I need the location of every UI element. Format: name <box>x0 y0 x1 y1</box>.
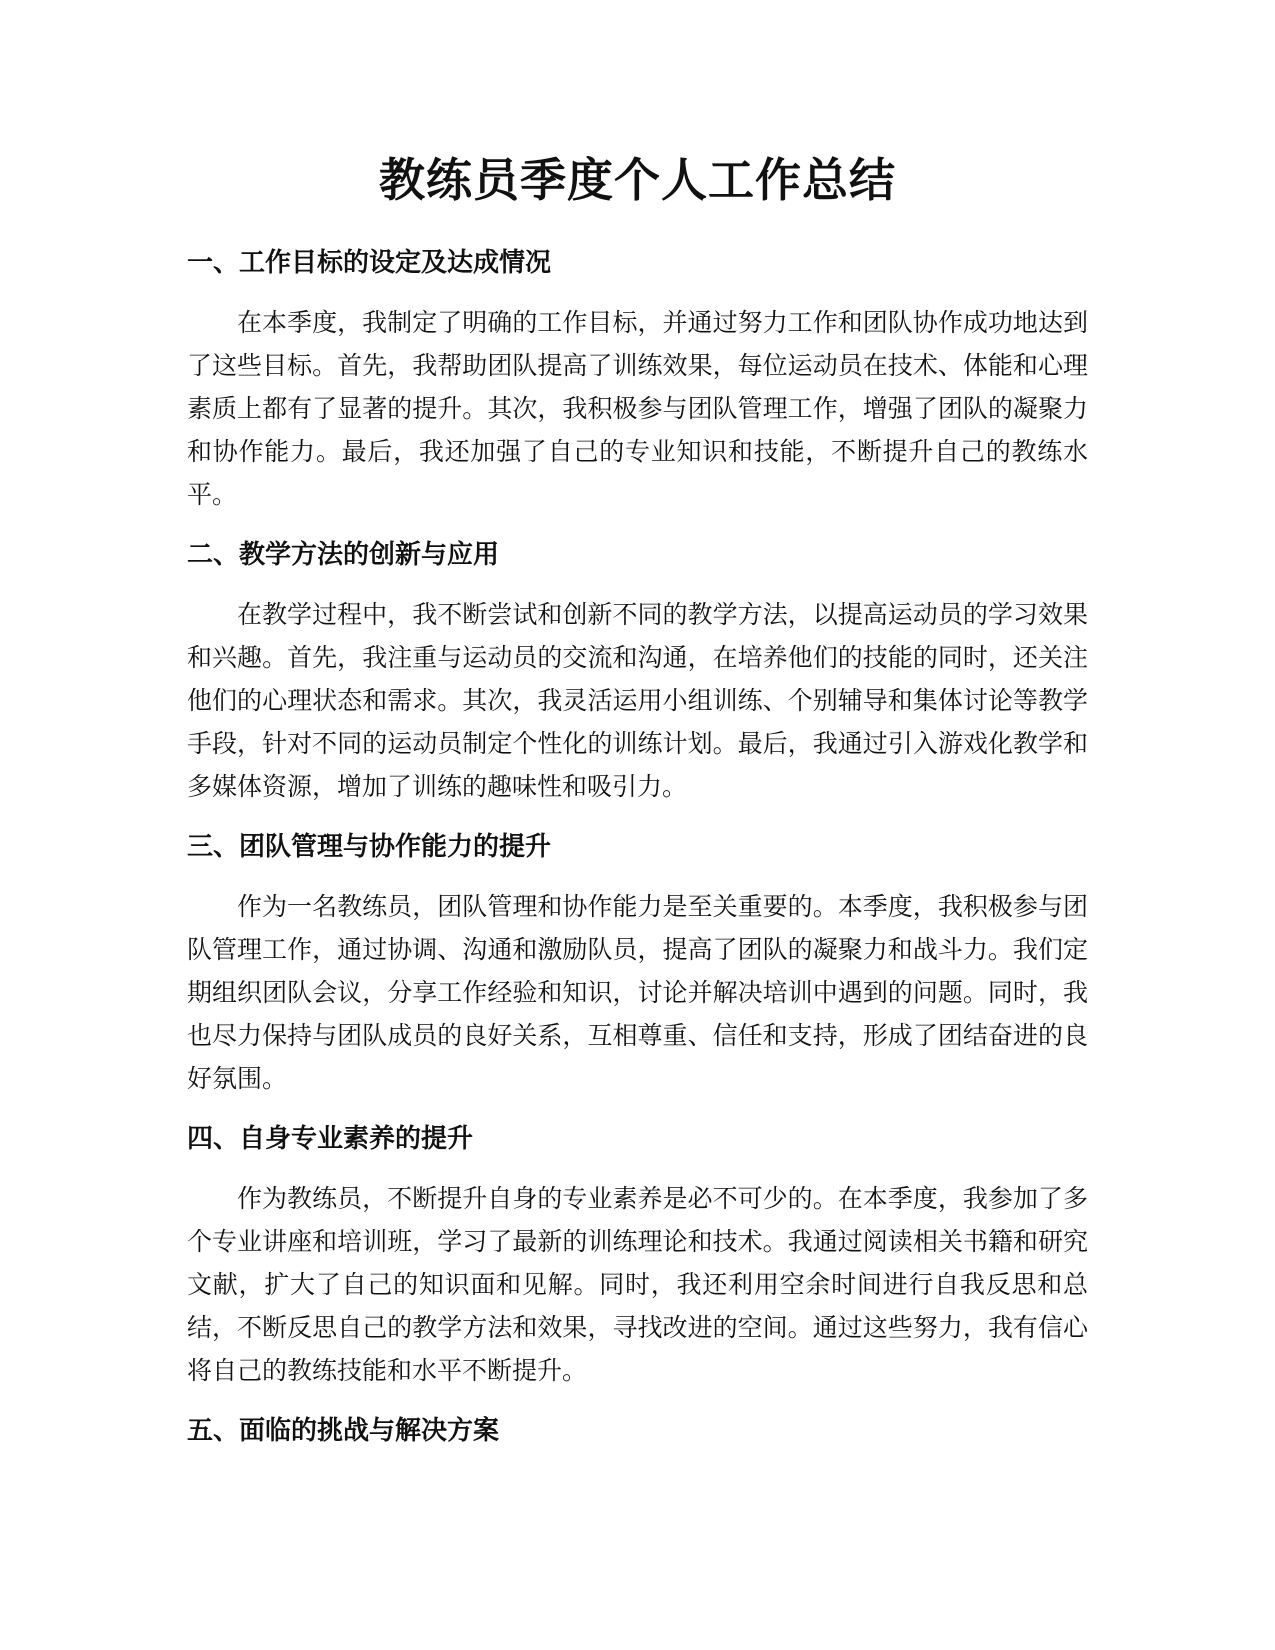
section-body-4: 作为教练员，不断提升自身的专业素养是必不可少的。在本季度，我参加了多个专业讲座和培训班，学习了最新的训练理论和技术。我通过阅读相关书籍和研究文献，扩大了自己的知识面和见解。同时，我还利用空余时间进行自我反思和总结，不断反思自己的教学方法和效果，寻找改进的空间。通过这些努力，我有信心将自己的教练技能和水平不断提升。 <box>187 1184 1088 1385</box>
section-body-2: 在教学过程中，我不断尝试和创新不同的教学方法，以提高运动员的学习效果和兴趣。首先，我注重与运动员的交流和沟通，在培养他们的技能的同时，还关注他们的心理状态和需求。其次，我灵活运用小组训练、个别辅导和集体讨论等教学手段，针对不同的运动员制定个性化的训练计划。最后，我通过引入游戏化教学和多媒体资源，增加了训练的趣味性和吸引力。 <box>187 600 1088 801</box>
section-heading-3: 三、团队管理与协作能力的提升 <box>187 832 552 862</box>
section-heading-1: 一、工作目标的设定及达成情况 <box>187 248 552 278</box>
document-title: 教练员季度个人工作总结 <box>379 153 896 207</box>
section-body-3: 作为一名教练员，团队管理和协作能力是至关重要的。本季度，我积极参与团队管理工作，通过协调、沟通和激励队员，提高了团队的凝聚力和战斗力。我们定期组织团队会议，分享工作经验和知识，讨论并解决培训中遇到的问题。同时，我也尽力保持与团队成员的良好关系，互相尊重、信任和支持，形成了团结奋进的良好氛围。 <box>187 892 1088 1093</box>
document-content <box>187 246 1088 1469</box>
section-heading-2: 二、教学方法的创新与应用 <box>187 540 500 570</box>
section-body-1: 在本季度，我制定了明确的工作目标，并通过努力工作和团队协作成功地达到了这些目标。首先，我帮助团队提高了训练效果，每位运动员在技术、体能和心理素质上都有了显著的提升。其次，我积极参与团队管理工作，增强了团队的凝聚力和协作能力。最后，我还加强了自己的专业知识和技能，不断提升自己的教练水平。 <box>187 308 1088 509</box>
section-heading-5: 五、面临的挑战与解决方案 <box>187 1416 500 1446</box>
section-heading-4: 四、自身专业素养的提升 <box>187 1124 474 1154</box>
